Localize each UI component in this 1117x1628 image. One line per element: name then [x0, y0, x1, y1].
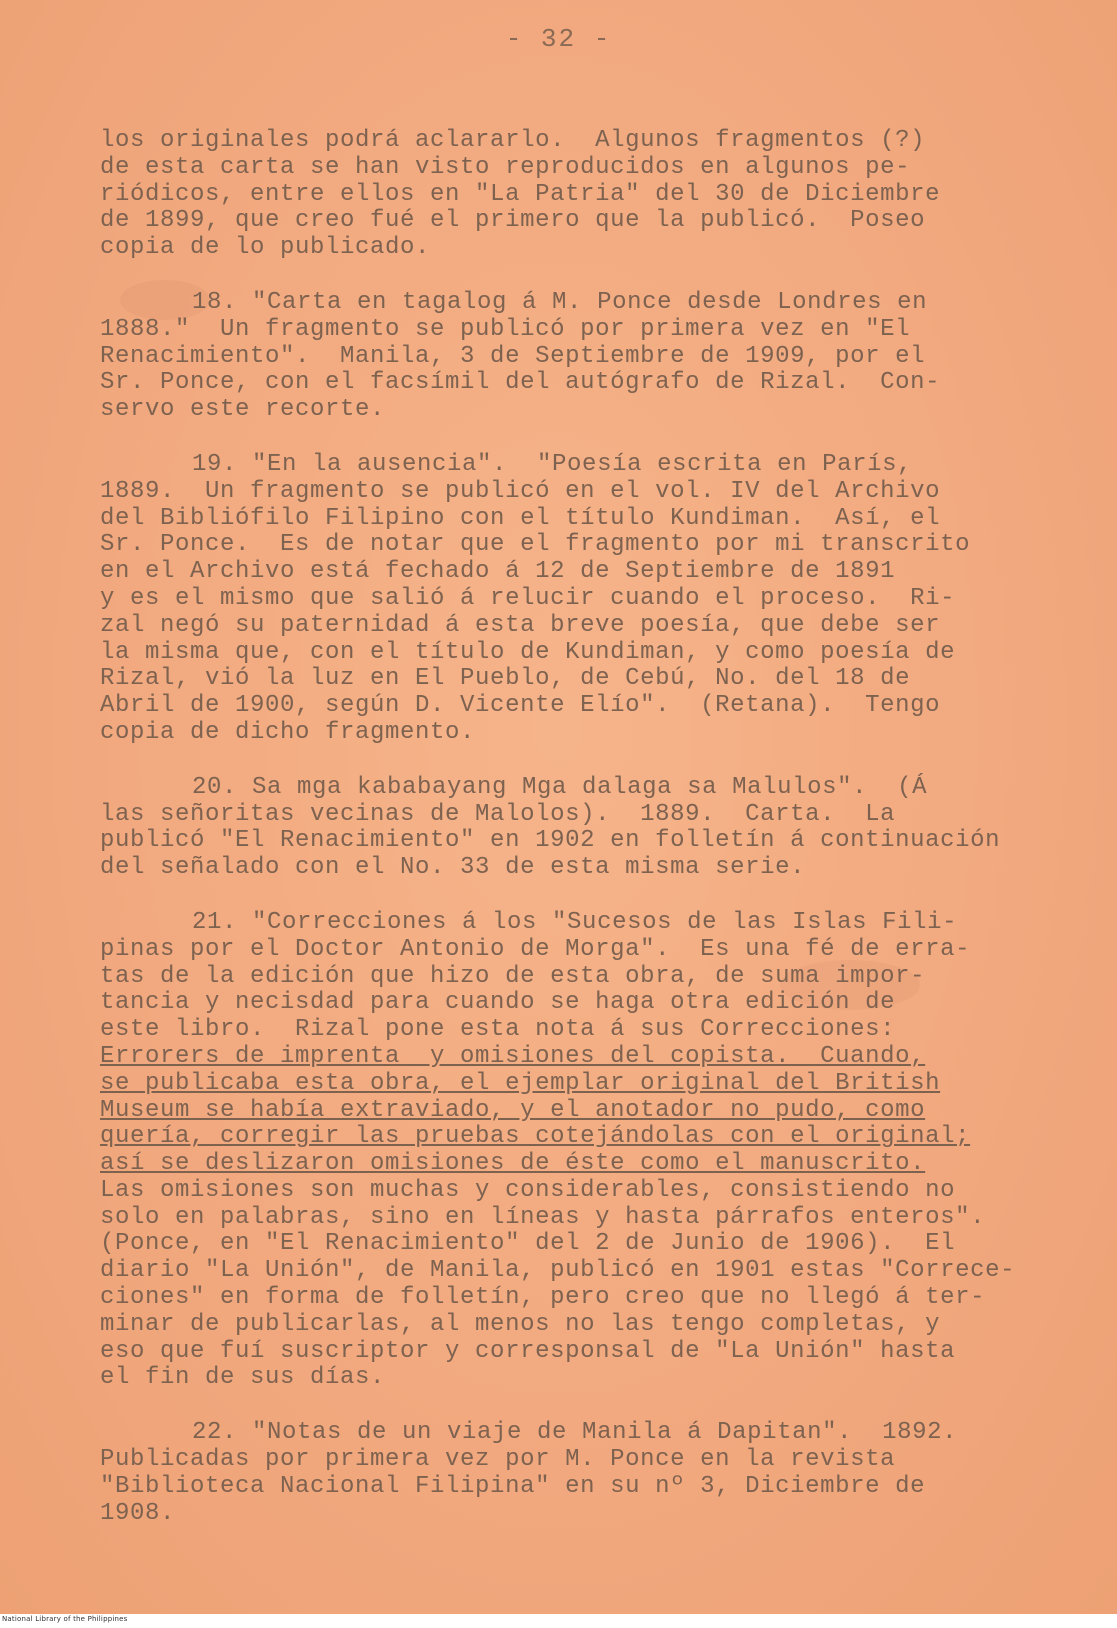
text-line: Renacimiento". Manila, 3 de Septiembre de 1909, por el: [100, 342, 926, 370]
text-line: Sr. Ponce, con el facsímil del autógrafo de Rizal. Con-: [100, 369, 941, 397]
text-line: zal negó su paternidad á esta breve poesía, que debe ser: [100, 611, 941, 639]
text-line: 1889. Un fragmento se publicó en el vol. IV del Archivo: [100, 477, 941, 505]
text-line: pinas por el Doctor Antonio de Morga". Es una fé de erra-: [100, 935, 971, 963]
text-line: 21. "Correcciones á los "Sucesos de las Islas Fili-: [192, 908, 958, 936]
body-text: [100, 128, 1030, 1555]
text-line: copia de dicho fragmento.: [100, 718, 476, 746]
text-line: de 1899, que creo fué el primero que la publicó. Poseo: [100, 207, 926, 235]
text-line: solo en palabras, sino en líneas y hasta párrafos enteros".: [100, 1203, 986, 1231]
text-line-underlined: Errorers de imprenta y omisiones del copista. Cuando,: [100, 1042, 926, 1070]
text-line: Abril de 1900, según D. Vicente Elío". (Retana). Tengo: [100, 692, 941, 720]
paragraph-20: [100, 775, 1030, 882]
text-line-underlined: quería, corregir las pruebas cotejándolas con el original;: [100, 1123, 971, 1151]
text-line: ciones" en forma de folletín, pero creo que no llegó á ter-: [100, 1284, 986, 1312]
paragraph-21: [100, 910, 1030, 1392]
text-line: 20. Sa mga kababayang Mga dalaga sa Malulos". (Á: [192, 773, 928, 801]
text-line: 1908.: [100, 1499, 176, 1527]
text-line-underlined: así se deslizaron omisiones de éste como el manuscrito.: [100, 1150, 926, 1178]
library-credit: National Library of the Philippines: [2, 1615, 128, 1623]
text-line: diario "La Unión", de Manila, publicó en 1901 estas "Correce-: [100, 1257, 1016, 1285]
text-line: tancia y necisdad para cuando se haga otra edición de: [100, 989, 896, 1017]
text-line: Rizal, vió la luz en El Pueblo, de Cebú, No. del 18 de: [100, 665, 911, 693]
text-line: 18. "Carta en tagalog á M. Ponce desde Londres en: [192, 288, 928, 316]
text-line: del señalado con el No. 33 de esta misma serie.: [100, 854, 806, 882]
page-number: - 32 -: [505, 24, 612, 54]
text-line: 19. "En la ausencia". "Poesía escrita en París,: [192, 450, 913, 478]
text-line: eso que fuí suscriptor y corresponsal de "La Unión" hasta: [100, 1337, 956, 1365]
text-line: minar de publicarlas, al menos no las tengo completas, y: [100, 1310, 941, 1338]
text-line: Sr. Ponce. Es de notar que el fragmento por mi transcrito: [100, 531, 971, 559]
text-line: del Bibliófilo Filipino con el título Kundiman. Así, el: [100, 504, 941, 532]
paragraph-22: [100, 1420, 1030, 1527]
text-line: (Ponce, en "El Renacimiento" del 2 de Junio de 1906). El: [100, 1230, 956, 1258]
text-line: Las omisiones son muchas y considerables, consistiendo no: [100, 1176, 956, 1204]
footer-strip: [0, 1614, 1117, 1628]
text-line: copia de lo publicado.: [100, 234, 431, 262]
text-line: publicó "El Renacimiento" en 1902 en folletín á continuación: [100, 827, 1001, 855]
text-line: los originales podrá aclararlo. Algunos fragmentos (?): [100, 127, 926, 154]
text-line: el fin de sus días.: [100, 1364, 386, 1392]
text-line: este libro. Rizal pone esta nota á sus Correcciones:: [100, 1016, 896, 1044]
text-line: 22. "Notas de un viaje de Manila á Dapitan". 1892.: [192, 1419, 958, 1447]
text-line: las señoritas vecinas de Malolos). 1889. Carta. La: [100, 800, 896, 828]
text-line: servo este recorte.: [100, 396, 386, 424]
text-line: riódicos, entre ellos en "La Patria" del 30 de Diciembre: [100, 180, 941, 208]
text-line-underlined: Museum se había extraviado, y el anotador no pudo, como: [100, 1096, 926, 1124]
text-line: tas de la edición que hizo de esta obra, de suma impor-: [100, 962, 926, 990]
paragraph-continuation: [100, 128, 1030, 262]
paragraph-18: [100, 290, 1030, 424]
text-line: Publicadas por primera vez por M. Ponce en la revista: [100, 1446, 896, 1474]
text-line: y es el mismo que salió á relucir cuando el proceso. Ri-: [100, 584, 956, 612]
text-line: en el Archivo está fechado á 12 de Septiembre de 1891: [100, 558, 896, 586]
text-line: 1888." Un fragmento se publicó por primera vez en "El: [100, 315, 911, 343]
text-line: de esta carta se han visto reproducidos en algunos pe-: [100, 153, 911, 181]
paragraph-19: [100, 452, 1030, 747]
text-line: "Biblioteca Nacional Filipina" en su nº 3, Diciembre de: [100, 1472, 926, 1500]
text-line-underlined: se publicaba esta obra, el ejemplar original del British: [100, 1069, 941, 1097]
text-line: la misma que, con el título de Kundiman, y como poesía de: [100, 638, 956, 666]
